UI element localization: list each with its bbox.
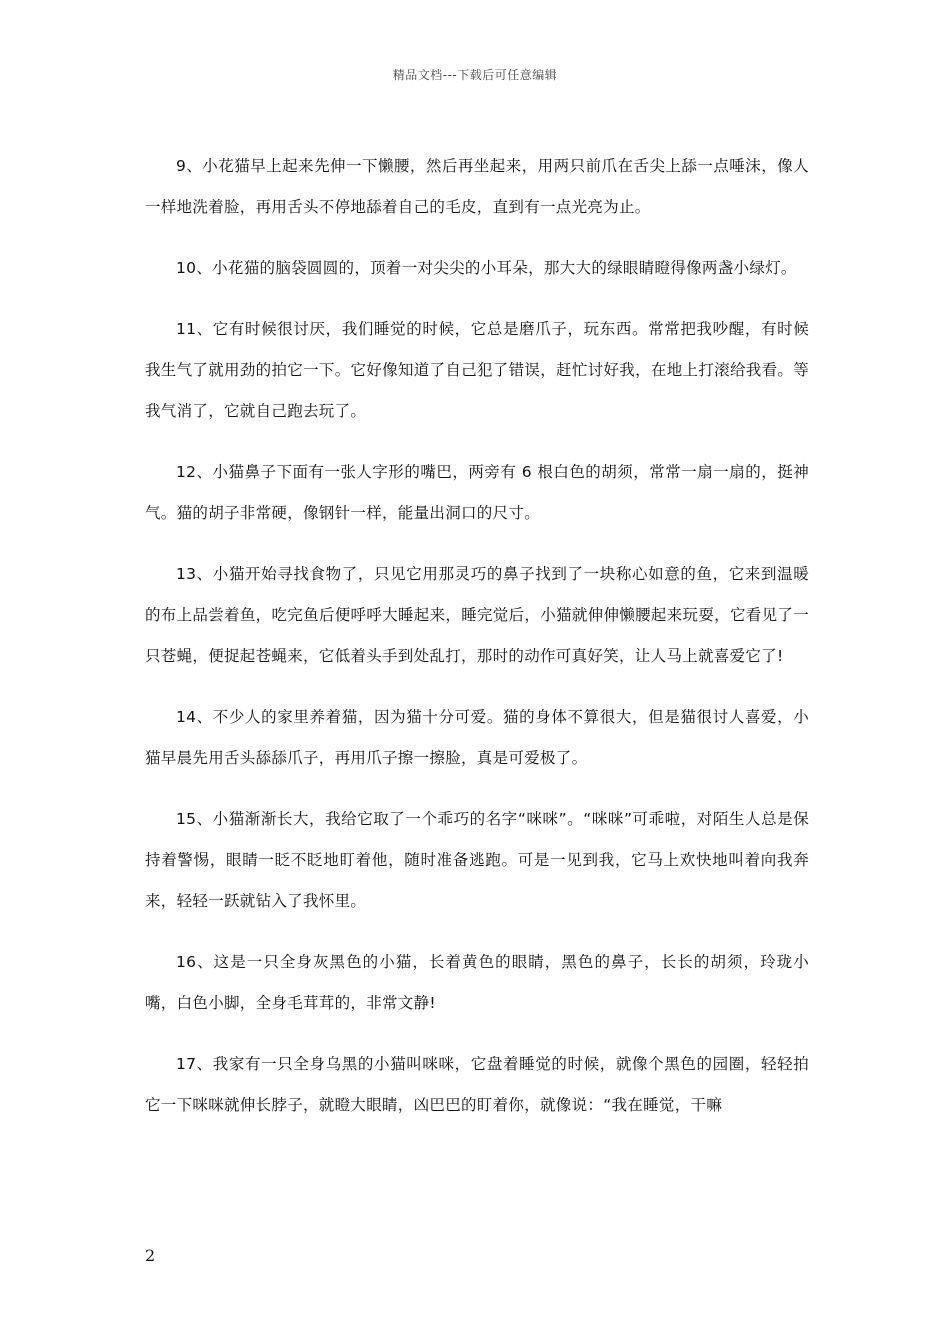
paragraph-17: 17、我家有一只全身乌黑的小猫叫咪咪，它盘着睡觉的时候，就像个黑色的园圈，轻轻拍它一下咪咪就伸长脖子，就瞪大眼睛，凶巴巴的盯着你，就像说：“我在睡觉，干嘛 — [145, 1055, 809, 1114]
paragraph-9: 9、小花猫早上起来先伸一下懒腰，然后再坐起来，用两只前爪在舌尖上舔一点唾沫，像人一样地洗着脸，再用舌头不停地舔着自己的毛皮，直到有一点光亮为止。 — [145, 157, 809, 216]
paragraph-13: 13、小猫开始寻找食物了，只见它用那灵巧的鼻子找到了一块称心如意的鱼，它来到温暖的布上品尝着鱼，吃完鱼后便呼呼大睡起来，睡完觉后，小猫就伸伸懒腰起来玩耍，它看见了一只苍蝇，便捉起苍蝇来，它低着头手到处乱打，那时的动作可真好笑，让人马上就喜爱它了! — [145, 565, 809, 665]
paragraph-16: 16、这是一只全身灰黑色的小猫，长着黄色的眼睛，黑色的鼻子，长长的胡须，玲珑小嘴，白色小脚，全身毛茸茸的，非常文静! — [145, 953, 809, 1012]
paragraph-10: 10、小花猫的脑袋圆圆的，顶着一对尖尖的小耳朵，那大大的绿眼睛瞪得像两盏小绿灯。 — [176, 259, 797, 277]
paragraph-14: 14、不少人的家里养着猫，因为猫十分可爱。猫的身体不算很大，但是猫很讨人喜爱，小猫早晨先用舌头舔舔爪子，再用爪子擦一擦脸，真是可爱极了。 — [145, 708, 809, 767]
paragraph-12: 12、小猫鼻子下面有一张人字形的嘴巴，两旁有 6 根白色的胡须，常常一扇一扇的，挺神气。猫的胡子非常硬，像钢针一样，能量出洞口的尺寸。 — [145, 463, 809, 522]
page-header: 精品文档---下载后可任意编辑 — [392, 68, 558, 82]
document-body — [145, 146, 809, 1146]
paragraph-11: 11、它有时候很讨厌，我们睡觉的时候，它总是磨爪子，玩东西。常常把我吵醒，有时候我生气了就用劲的拍它一下。它好像知道了自己犯了错误，赶忙讨好我，在地上打滚给我看。等我气消了，它就自己跑去玩了。 — [145, 320, 809, 420]
page-number: 2 — [145, 1246, 156, 1265]
paragraph-15: 15、小猫渐渐长大，我给它取了一个乖巧的名字“咪咪”。“咪咪”可乖啦，对陌生人总是保持着警惕，眼睛一眨不眨地盯着他，随时准备逃跑。可是一见到我，它马上欢快地叫着向我奔来，轻轻一跃就钻入了我怀里。 — [145, 810, 809, 910]
